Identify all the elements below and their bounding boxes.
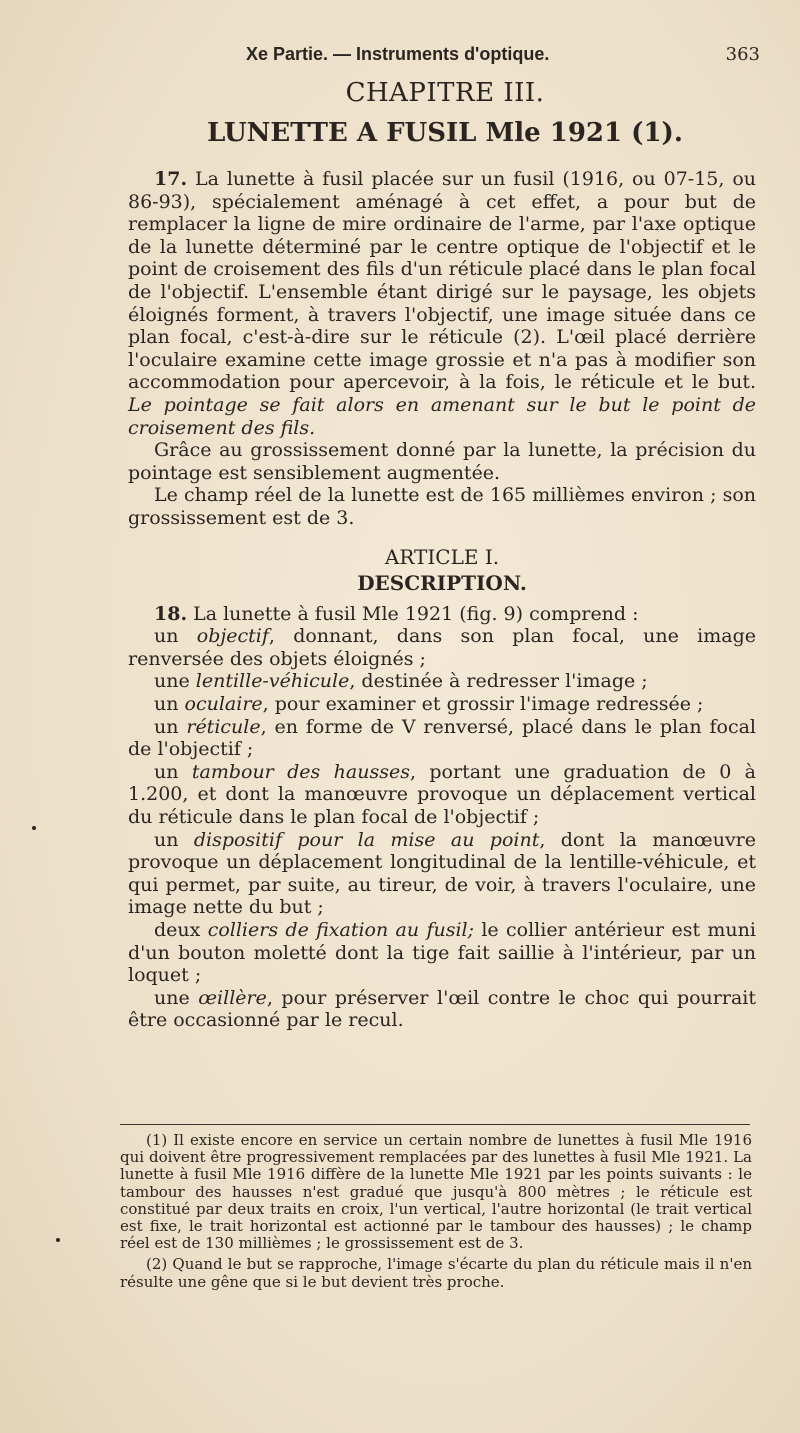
- paragraph-17: [128, 168, 756, 439]
- margin-dot: [56, 1238, 60, 1242]
- running-head: [246, 44, 760, 65]
- paragraph-champ: Le champ réel de la lunette est de 165 millièmes environ ; son grossissement est de 3.: [128, 484, 756, 529]
- footnote-divider: [120, 1124, 750, 1125]
- list-item: un réticule, en forme de V renversé, placé dans le plan focal de l'objectif ;: [128, 715, 757, 761]
- list-item: un dispositif pour la mise au point, dont la manœuvre provoque un déplacement longitudinal de la lentille-véhicule, et qui permet, par suite, au tireur, de voir, à travers l'oculaire, une image nette du but ;: [128, 828, 757, 919]
- running-title: Xe Partie. — Instruments d'optique.: [246, 44, 550, 64]
- paragraph-text: La lunette à fusil Mle 1921 (fig. 9) comprend :: [193, 602, 639, 625]
- list-item: une œillère, pour préserver l'œil contre le choc qui pourrait être occasionné par le recul.: [128, 986, 756, 1032]
- paragraph-number: 18.: [154, 602, 188, 625]
- chapter-heading: CHAPITRE III.: [345, 78, 545, 108]
- paragraph-emphasis: Le pointage se fait alors en amenant sur le but le point de croisement des fils.: [128, 393, 756, 439]
- paragraph-text: La lunette à fusil placée sur un fusil (1916, ou 07-15, ou 86-93), spécialement aménagé à cet effet, a pour but de remplacer la ligne de mire ordinaire de l'arme, par l'axe optique de la lunette déterminé par le centre optique de l'objectif et le point de croisement des fils d'un réticule placé dans le plan focal de l'objectif. L'ensemble étant dirigé sur le paysage, les objets éloignés forment, à travers l'objectif, une image située dans ce plan focal, c'est-à-dire sur le réticule (2). L'œil placé derrière l'oculaire examine cette image grossie et n'a pas à modifier son accommodation pour apercevoir, à la fois, le réticule et le but.: [128, 168, 756, 394]
- paragraph-18: [128, 603, 756, 626]
- margin-dot: [32, 826, 36, 830]
- paragraph-number: 17.: [154, 168, 188, 190]
- list-item: une lentille-véhicule, destinée à redresser l'image ;: [154, 670, 648, 693]
- list-item: un oculaire, pour examiner et grossir l'image redressée ;: [154, 693, 704, 716]
- main-text: [128, 168, 756, 1032]
- list-item: deux colliers de fixation au fusil; le collier antérieur est muni d'un bouton moletté dont la tige fait saillie à l'intérieur, par un loquet ;: [128, 919, 756, 987]
- article-heading: ARTICLE I.: [384, 544, 500, 569]
- list-item: un tambour des hausses, portant une graduation de 0 à 1.200, et dont la manœuvre provoque un déplacement vertical du réticule dans le plan focal de l'objectif ;: [128, 760, 757, 829]
- footnote-2: (2) Quand le but se rapproche, l'image s'écarte du plan du réticule mais il n'en résulte une gêne que si le but devient très proche.: [120, 1255, 752, 1291]
- section-heading: DESCRIPTION.: [357, 571, 527, 596]
- chapter-title: LUNETTE A FUSIL Mle 1921 (1).: [207, 118, 683, 148]
- list-item: un objectif, donnant, dans son plan focal, une image renversée des objets éloignés ;: [128, 625, 756, 670]
- component-list: [128, 625, 756, 1032]
- paragraph-grossissement: Grâce au grossissement donné par la lunette, la précision du pointage est sensiblement augmentée.: [128, 439, 756, 484]
- footnote-1: (1) Il existe encore en service un certain nombre de lunettes à fusil Mle 1916 qui doivent être progressivement remplacées par des lunettes à fusil Mle 1921. La lunette à fusil Mle 1916 diffère de la lunette Mle 1921 par les points suivants : le tambour des hausses n'est gradué que jusqu'à 800 mètres ; le réticule est constitué par deux traits en croix, l'un vertical, l'autre horizontal (le trait vertical est fixe, le trait horizontal est actionné par le tambour des hausses) ; le champ réel est de 130 millièmes ; le grossissement est de 3.: [120, 1131, 752, 1253]
- page-number: 363: [725, 44, 760, 65]
- footnotes: [120, 1132, 752, 1295]
